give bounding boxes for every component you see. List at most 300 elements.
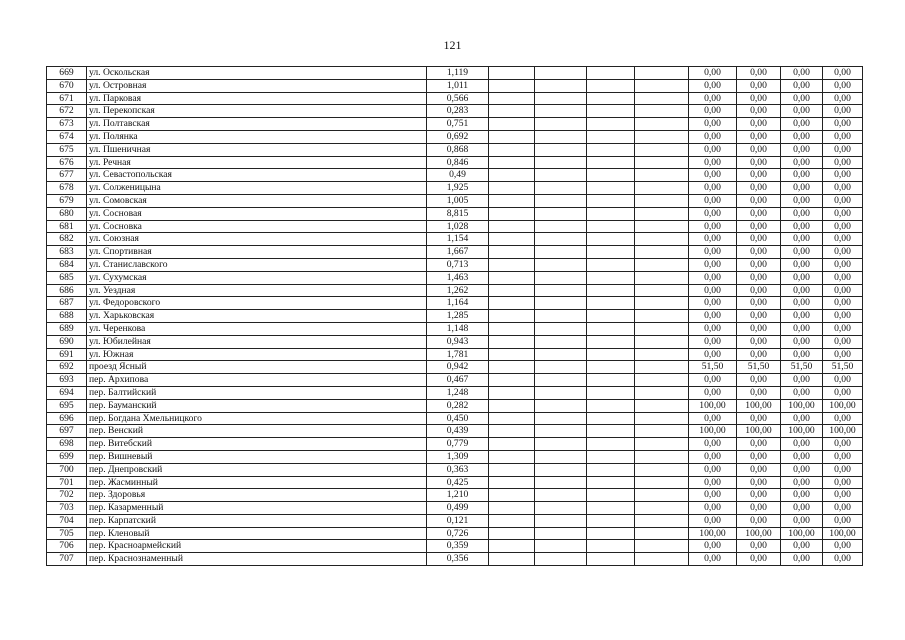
empty-cell bbox=[535, 450, 587, 463]
table-row bbox=[47, 297, 863, 310]
value-cell: 100,00 bbox=[737, 527, 781, 540]
empty-cell bbox=[587, 118, 635, 131]
empty-cell bbox=[587, 284, 635, 297]
value-cell: 0,00 bbox=[737, 310, 781, 323]
empty-cell bbox=[635, 374, 689, 387]
empty-cell bbox=[587, 399, 635, 412]
value-cell: 0,00 bbox=[737, 92, 781, 105]
value-cell: 0,00 bbox=[689, 79, 737, 92]
value-cell: 0,00 bbox=[781, 79, 823, 92]
table-row bbox=[47, 425, 863, 438]
value-cell: 100,00 bbox=[689, 527, 737, 540]
length-cell: 0,566 bbox=[427, 92, 489, 105]
value-cell: 0,00 bbox=[781, 489, 823, 502]
value-cell: 0,00 bbox=[823, 553, 863, 566]
value-cell: 0,00 bbox=[823, 220, 863, 233]
empty-cell bbox=[587, 207, 635, 220]
length-cell: 0,751 bbox=[427, 118, 489, 131]
row-number-cell: 671 bbox=[47, 92, 87, 105]
value-cell: 0,00 bbox=[737, 540, 781, 553]
empty-cell bbox=[535, 105, 587, 118]
empty-cell bbox=[489, 156, 535, 169]
empty-cell bbox=[635, 207, 689, 220]
length-cell: 0,121 bbox=[427, 514, 489, 527]
empty-cell bbox=[587, 361, 635, 374]
value-cell: 0,00 bbox=[689, 450, 737, 463]
empty-cell bbox=[587, 489, 635, 502]
empty-cell bbox=[587, 463, 635, 476]
value-cell: 0,00 bbox=[689, 194, 737, 207]
row-number-cell: 674 bbox=[47, 130, 87, 143]
row-number-cell: 687 bbox=[47, 297, 87, 310]
empty-cell bbox=[535, 130, 587, 143]
table-row bbox=[47, 169, 863, 182]
empty-cell bbox=[489, 271, 535, 284]
empty-cell bbox=[535, 220, 587, 233]
value-cell: 0,00 bbox=[781, 284, 823, 297]
empty-cell bbox=[587, 297, 635, 310]
empty-cell bbox=[587, 169, 635, 182]
empty-cell bbox=[635, 271, 689, 284]
value-cell: 0,00 bbox=[823, 489, 863, 502]
length-cell: 0,450 bbox=[427, 412, 489, 425]
street-name-cell: ул. Сосновка bbox=[87, 220, 427, 233]
row-number-cell: 678 bbox=[47, 182, 87, 195]
value-cell: 0,00 bbox=[823, 438, 863, 451]
empty-cell bbox=[587, 348, 635, 361]
empty-cell bbox=[635, 348, 689, 361]
length-cell: 1,005 bbox=[427, 194, 489, 207]
value-cell: 0,00 bbox=[737, 79, 781, 92]
value-cell: 0,00 bbox=[823, 374, 863, 387]
row-number-cell: 682 bbox=[47, 233, 87, 246]
empty-cell bbox=[635, 246, 689, 259]
row-number-cell: 707 bbox=[47, 553, 87, 566]
value-cell: 0,00 bbox=[737, 450, 781, 463]
street-name-cell: пер. Венский bbox=[87, 425, 427, 438]
value-cell: 0,00 bbox=[689, 386, 737, 399]
value-cell: 0,00 bbox=[823, 297, 863, 310]
table-row bbox=[47, 438, 863, 451]
row-number-cell: 690 bbox=[47, 335, 87, 348]
value-cell: 0,00 bbox=[781, 386, 823, 399]
value-cell: 100,00 bbox=[737, 399, 781, 412]
empty-cell bbox=[587, 374, 635, 387]
table-row bbox=[47, 118, 863, 131]
value-cell: 100,00 bbox=[823, 425, 863, 438]
empty-cell bbox=[489, 220, 535, 233]
street-name-cell: ул. Парковая bbox=[87, 92, 427, 105]
value-cell: 0,00 bbox=[823, 156, 863, 169]
street-name-cell: ул. Сухумская bbox=[87, 271, 427, 284]
empty-cell bbox=[489, 502, 535, 515]
value-cell: 0,00 bbox=[737, 284, 781, 297]
empty-cell bbox=[489, 412, 535, 425]
empty-cell bbox=[635, 386, 689, 399]
row-number-cell: 699 bbox=[47, 450, 87, 463]
empty-cell bbox=[635, 233, 689, 246]
row-number-cell: 681 bbox=[47, 220, 87, 233]
street-name-cell: пер. Богдана Хмельницкого bbox=[87, 412, 427, 425]
empty-cell bbox=[535, 284, 587, 297]
empty-cell bbox=[489, 527, 535, 540]
value-cell: 0,00 bbox=[689, 143, 737, 156]
row-number-cell: 700 bbox=[47, 463, 87, 476]
empty-cell bbox=[535, 514, 587, 527]
empty-cell bbox=[489, 207, 535, 220]
value-cell: 0,00 bbox=[689, 476, 737, 489]
length-cell: 1,210 bbox=[427, 489, 489, 502]
value-cell: 0,00 bbox=[737, 502, 781, 515]
empty-cell bbox=[587, 386, 635, 399]
street-name-cell: ул. Севастопольская bbox=[87, 169, 427, 182]
row-number-cell: 691 bbox=[47, 348, 87, 361]
value-cell: 0,00 bbox=[823, 169, 863, 182]
table-body bbox=[47, 67, 863, 566]
empty-cell bbox=[489, 463, 535, 476]
value-cell: 0,00 bbox=[823, 476, 863, 489]
row-number-cell: 705 bbox=[47, 527, 87, 540]
empty-cell bbox=[635, 79, 689, 92]
street-name-cell: ул. Пшеничная bbox=[87, 143, 427, 156]
value-cell: 0,00 bbox=[689, 412, 737, 425]
value-cell: 0,00 bbox=[689, 258, 737, 271]
value-cell: 0,00 bbox=[781, 258, 823, 271]
length-cell: 0,942 bbox=[427, 361, 489, 374]
length-cell: 0,713 bbox=[427, 258, 489, 271]
empty-cell bbox=[635, 450, 689, 463]
empty-cell bbox=[535, 502, 587, 515]
empty-cell bbox=[535, 361, 587, 374]
table-row bbox=[47, 476, 863, 489]
value-cell: 0,00 bbox=[781, 130, 823, 143]
table-row bbox=[47, 67, 863, 80]
table-row bbox=[47, 450, 863, 463]
value-cell: 0,00 bbox=[737, 67, 781, 80]
street-name-cell: пер. Архипова bbox=[87, 374, 427, 387]
empty-cell bbox=[535, 143, 587, 156]
value-cell: 0,00 bbox=[781, 553, 823, 566]
table-row bbox=[47, 502, 863, 515]
value-cell: 0,00 bbox=[823, 450, 863, 463]
empty-cell bbox=[489, 194, 535, 207]
value-cell: 0,00 bbox=[781, 67, 823, 80]
street-name-cell: ул. Оскольская bbox=[87, 67, 427, 80]
value-cell: 0,00 bbox=[737, 297, 781, 310]
empty-cell bbox=[587, 527, 635, 540]
value-cell: 0,00 bbox=[781, 310, 823, 323]
value-cell: 0,00 bbox=[823, 233, 863, 246]
street-name-cell: ул. Уездная bbox=[87, 284, 427, 297]
value-cell: 0,00 bbox=[737, 386, 781, 399]
empty-cell bbox=[535, 553, 587, 566]
street-name-cell: ул. Спортивная bbox=[87, 246, 427, 259]
value-cell: 0,00 bbox=[823, 463, 863, 476]
value-cell: 0,00 bbox=[781, 322, 823, 335]
value-cell: 0,00 bbox=[737, 463, 781, 476]
value-cell: 0,00 bbox=[781, 233, 823, 246]
value-cell: 0,00 bbox=[781, 92, 823, 105]
empty-cell bbox=[489, 348, 535, 361]
empty-cell bbox=[587, 246, 635, 259]
value-cell: 0,00 bbox=[823, 322, 863, 335]
value-cell: 0,00 bbox=[823, 540, 863, 553]
value-cell: 0,00 bbox=[689, 207, 737, 220]
value-cell: 0,00 bbox=[689, 156, 737, 169]
row-number-cell: 688 bbox=[47, 310, 87, 323]
value-cell: 0,00 bbox=[689, 297, 737, 310]
empty-cell bbox=[635, 92, 689, 105]
empty-cell bbox=[535, 258, 587, 271]
empty-cell bbox=[587, 156, 635, 169]
empty-cell bbox=[587, 438, 635, 451]
empty-cell bbox=[587, 182, 635, 195]
row-number-cell: 670 bbox=[47, 79, 87, 92]
street-name-cell: ул. Полтавская bbox=[87, 118, 427, 131]
value-cell: 0,00 bbox=[689, 271, 737, 284]
length-cell: 0,282 bbox=[427, 399, 489, 412]
value-cell: 100,00 bbox=[689, 425, 737, 438]
street-name-cell: ул. Станиславского bbox=[87, 258, 427, 271]
length-cell: 0,846 bbox=[427, 156, 489, 169]
value-cell: 0,00 bbox=[823, 79, 863, 92]
street-name-cell: проезд Ясный bbox=[87, 361, 427, 374]
street-name-cell: пер. Бауманский bbox=[87, 399, 427, 412]
empty-cell bbox=[489, 105, 535, 118]
value-cell: 0,00 bbox=[689, 220, 737, 233]
empty-cell bbox=[587, 233, 635, 246]
empty-cell bbox=[587, 92, 635, 105]
value-cell: 0,00 bbox=[689, 284, 737, 297]
empty-cell bbox=[489, 386, 535, 399]
empty-cell bbox=[535, 92, 587, 105]
street-name-cell: пер. Балтийский bbox=[87, 386, 427, 399]
empty-cell bbox=[587, 194, 635, 207]
row-number-cell: 693 bbox=[47, 374, 87, 387]
road-registry-table bbox=[46, 66, 863, 566]
value-cell: 0,00 bbox=[781, 450, 823, 463]
value-cell: 0,00 bbox=[823, 207, 863, 220]
length-cell: 0,943 bbox=[427, 335, 489, 348]
value-cell: 0,00 bbox=[781, 297, 823, 310]
length-cell: 0,439 bbox=[427, 425, 489, 438]
empty-cell bbox=[489, 322, 535, 335]
street-name-cell: ул. Солженицына bbox=[87, 182, 427, 195]
street-name-cell: ул. Островная bbox=[87, 79, 427, 92]
table-row bbox=[47, 258, 863, 271]
length-cell: 1,028 bbox=[427, 220, 489, 233]
empty-cell bbox=[489, 310, 535, 323]
empty-cell bbox=[587, 335, 635, 348]
length-cell: 1,154 bbox=[427, 233, 489, 246]
value-cell: 0,00 bbox=[823, 271, 863, 284]
empty-cell bbox=[489, 67, 535, 80]
row-number-cell: 698 bbox=[47, 438, 87, 451]
row-number-cell: 703 bbox=[47, 502, 87, 515]
table-row bbox=[47, 348, 863, 361]
row-number-cell: 692 bbox=[47, 361, 87, 374]
empty-cell bbox=[489, 514, 535, 527]
street-name-cell: ул. Сосновая bbox=[87, 207, 427, 220]
empty-cell bbox=[635, 438, 689, 451]
value-cell: 100,00 bbox=[781, 527, 823, 540]
street-name-cell: пер. Витебский bbox=[87, 438, 427, 451]
empty-cell bbox=[489, 540, 535, 553]
table-row bbox=[47, 463, 863, 476]
length-cell: 0,779 bbox=[427, 438, 489, 451]
table-row bbox=[47, 335, 863, 348]
value-cell: 0,00 bbox=[823, 386, 863, 399]
length-cell: 1,119 bbox=[427, 67, 489, 80]
empty-cell bbox=[489, 476, 535, 489]
table-row bbox=[47, 130, 863, 143]
empty-cell bbox=[587, 450, 635, 463]
value-cell: 0,00 bbox=[689, 67, 737, 80]
street-name-cell: ул. Южная bbox=[87, 348, 427, 361]
value-cell: 51,50 bbox=[689, 361, 737, 374]
value-cell: 0,00 bbox=[781, 463, 823, 476]
table-row bbox=[47, 553, 863, 566]
value-cell: 0,00 bbox=[823, 130, 863, 143]
table-row bbox=[47, 361, 863, 374]
empty-cell bbox=[635, 67, 689, 80]
row-number-cell: 669 bbox=[47, 67, 87, 80]
row-number-cell: 702 bbox=[47, 489, 87, 502]
value-cell: 0,00 bbox=[823, 118, 863, 131]
empty-cell bbox=[489, 284, 535, 297]
value-cell: 100,00 bbox=[823, 399, 863, 412]
value-cell: 0,00 bbox=[781, 182, 823, 195]
street-name-cell: пер. Жасминный bbox=[87, 476, 427, 489]
length-cell: 8,815 bbox=[427, 207, 489, 220]
value-cell: 0,00 bbox=[689, 374, 737, 387]
table-row bbox=[47, 386, 863, 399]
empty-cell bbox=[489, 335, 535, 348]
value-cell: 0,00 bbox=[689, 553, 737, 566]
value-cell: 0,00 bbox=[737, 156, 781, 169]
value-cell: 0,00 bbox=[737, 374, 781, 387]
empty-cell bbox=[489, 233, 535, 246]
length-cell: 0,726 bbox=[427, 527, 489, 540]
table-row bbox=[47, 540, 863, 553]
empty-cell bbox=[587, 310, 635, 323]
table-row bbox=[47, 79, 863, 92]
row-number-cell: 683 bbox=[47, 246, 87, 259]
length-cell: 1,309 bbox=[427, 450, 489, 463]
empty-cell bbox=[635, 489, 689, 502]
row-number-cell: 673 bbox=[47, 118, 87, 131]
empty-cell bbox=[635, 297, 689, 310]
empty-cell bbox=[489, 118, 535, 131]
length-cell: 0,692 bbox=[427, 130, 489, 143]
row-number-cell: 686 bbox=[47, 284, 87, 297]
empty-cell bbox=[587, 67, 635, 80]
row-number-cell: 694 bbox=[47, 386, 87, 399]
length-cell: 0,283 bbox=[427, 105, 489, 118]
empty-cell bbox=[635, 194, 689, 207]
value-cell: 0,00 bbox=[689, 514, 737, 527]
empty-cell bbox=[635, 361, 689, 374]
street-name-cell: ул. Харьковская bbox=[87, 310, 427, 323]
value-cell: 0,00 bbox=[823, 258, 863, 271]
empty-cell bbox=[587, 476, 635, 489]
row-number-cell: 676 bbox=[47, 156, 87, 169]
value-cell: 0,00 bbox=[823, 335, 863, 348]
street-name-cell: пер. Здоровья bbox=[87, 489, 427, 502]
value-cell: 0,00 bbox=[689, 105, 737, 118]
value-cell: 0,00 bbox=[823, 182, 863, 195]
empty-cell bbox=[535, 425, 587, 438]
empty-cell bbox=[489, 258, 535, 271]
empty-cell bbox=[535, 489, 587, 502]
empty-cell bbox=[587, 220, 635, 233]
row-number-cell: 695 bbox=[47, 399, 87, 412]
empty-cell bbox=[535, 310, 587, 323]
empty-cell bbox=[587, 502, 635, 515]
empty-cell bbox=[535, 194, 587, 207]
value-cell: 0,00 bbox=[737, 258, 781, 271]
empty-cell bbox=[489, 399, 535, 412]
length-cell: 1,667 bbox=[427, 246, 489, 259]
empty-cell bbox=[489, 130, 535, 143]
value-cell: 0,00 bbox=[689, 348, 737, 361]
value-cell: 0,00 bbox=[781, 438, 823, 451]
value-cell: 0,00 bbox=[737, 553, 781, 566]
street-name-cell: пер. Вишневый bbox=[87, 450, 427, 463]
empty-cell bbox=[535, 438, 587, 451]
table-row bbox=[47, 399, 863, 412]
empty-cell bbox=[635, 527, 689, 540]
value-cell: 0,00 bbox=[823, 105, 863, 118]
empty-cell bbox=[587, 130, 635, 143]
length-cell: 1,011 bbox=[427, 79, 489, 92]
street-name-cell: ул. Полянка bbox=[87, 130, 427, 143]
empty-cell bbox=[535, 233, 587, 246]
value-cell: 0,00 bbox=[781, 118, 823, 131]
value-cell: 0,00 bbox=[737, 143, 781, 156]
empty-cell bbox=[489, 489, 535, 502]
street-name-cell: ул. Юбилейная bbox=[87, 335, 427, 348]
table-row bbox=[47, 246, 863, 259]
street-name-cell: ул. Сомовская bbox=[87, 194, 427, 207]
length-cell: 0,363 bbox=[427, 463, 489, 476]
table-row bbox=[47, 412, 863, 425]
value-cell: 0,00 bbox=[823, 284, 863, 297]
value-cell: 0,00 bbox=[689, 322, 737, 335]
value-cell: 0,00 bbox=[823, 514, 863, 527]
empty-cell bbox=[489, 182, 535, 195]
empty-cell bbox=[635, 540, 689, 553]
length-cell: 1,248 bbox=[427, 386, 489, 399]
table-row bbox=[47, 92, 863, 105]
value-cell: 100,00 bbox=[823, 527, 863, 540]
empty-cell bbox=[489, 79, 535, 92]
street-name-cell: пер. Карпатский bbox=[87, 514, 427, 527]
empty-cell bbox=[635, 258, 689, 271]
street-name-cell: пер. Кленовый bbox=[87, 527, 427, 540]
empty-cell bbox=[535, 399, 587, 412]
table-row bbox=[47, 194, 863, 207]
street-name-cell: ул. Речная bbox=[87, 156, 427, 169]
empty-cell bbox=[635, 322, 689, 335]
empty-cell bbox=[535, 463, 587, 476]
value-cell: 0,00 bbox=[781, 412, 823, 425]
street-name-cell: пер. Краснознаменный bbox=[87, 553, 427, 566]
empty-cell bbox=[535, 540, 587, 553]
street-name-cell: ул. Союзная bbox=[87, 233, 427, 246]
value-cell: 0,00 bbox=[781, 220, 823, 233]
value-cell: 0,00 bbox=[737, 438, 781, 451]
